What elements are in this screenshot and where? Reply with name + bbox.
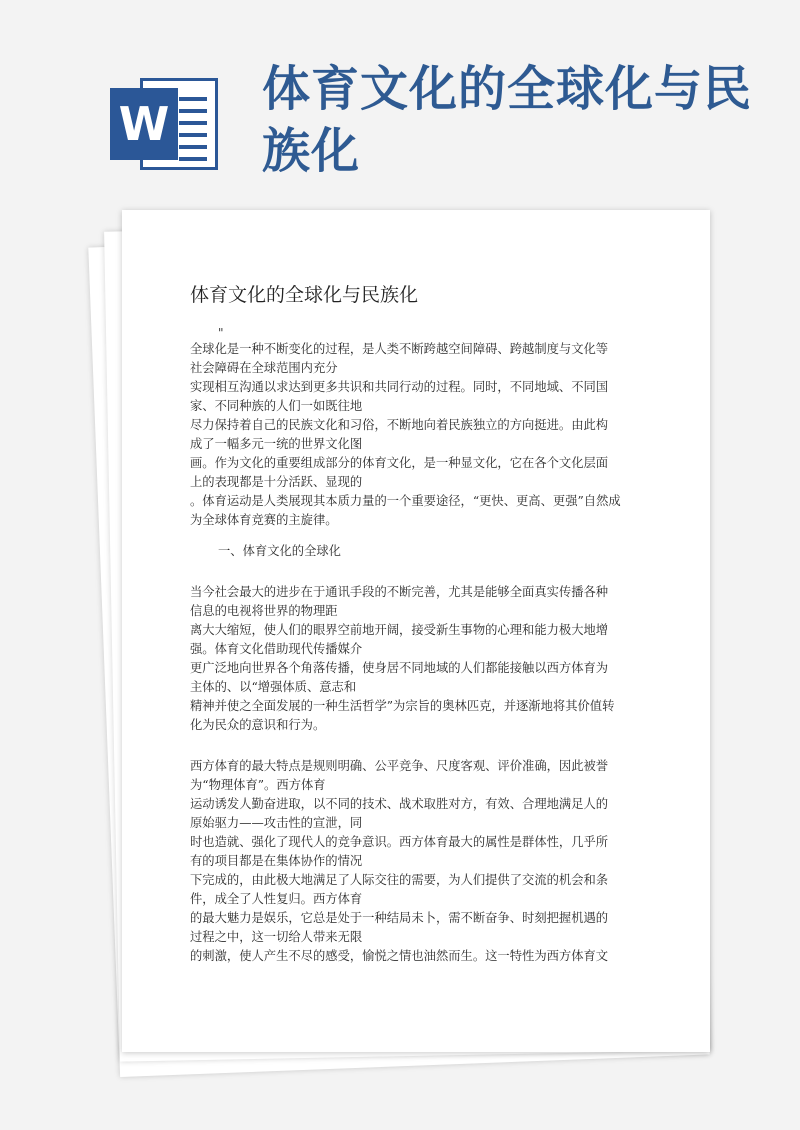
text-line: 下完成的，由此极大地满足了人际交往的需要，为人们提供了交流的机会和条 — [190, 873, 609, 887]
section-heading: 一、体育文化的全球化 — [218, 544, 341, 558]
paragraph-2 — [190, 583, 636, 735]
text-line: 有的项目都是在集体协作的情况 — [190, 854, 363, 868]
header-banner — [0, 0, 800, 200]
text-line: 西方体育的最大特点是规则明确、公平竞争、尺度客观、评价准确，因此被誉 — [190, 759, 609, 773]
text-line: 的刺激，使人产生不尽的感受，愉悦之情也油然而生。这一特性为西方体育文 — [190, 949, 609, 963]
document-page — [122, 210, 710, 1052]
page-title-line1: 体育文化的全球化与民 — [262, 61, 753, 117]
text-line: 主体的、以“增强体质、意志和 — [190, 680, 357, 694]
text-line: 成了一幅多元一统的世界文化图 — [190, 437, 363, 451]
quote-mark: " — [218, 326, 224, 340]
document-body — [190, 340, 636, 966]
paragraph-3 — [190, 757, 636, 966]
word-letter-tile: W — [110, 88, 178, 160]
text-line: 化为民众的意识和行为。 — [190, 718, 326, 732]
text-line: 信息的电视将世界的物理距 — [190, 604, 338, 618]
text-line: 实现相互沟通以求达到更多共识和共同行动的过程。同时，不同地域、不同国 — [190, 380, 609, 394]
word-doc-icon — [110, 78, 218, 170]
text-line: 为全球体育竞赛的主旋律。 — [190, 513, 338, 527]
text-line: 。体育运动是人类展现其本质力量的一个重要途径，“更快、更高、更强”自然成 — [190, 494, 621, 508]
text-line: 上的表现都是十分活跃、显现的 — [190, 475, 363, 489]
text-line: 更广泛地向世界各个角落传播，使身居不同地域的人们都能接触以西方体育为 — [190, 661, 609, 675]
text-line: 时也造就、强化了现代人的竞争意识。西方体育最大的属性是群体性，几乎所 — [190, 835, 609, 849]
text-line: 运动诱发人勤奋进取，以不同的技术、战术取胜对方，有效、合理地满足人的 — [190, 797, 609, 811]
page-title — [262, 58, 782, 182]
text-line: 当今社会最大的进步在于通讯手段的不断完善，尤其是能够全面真实传播各种 — [190, 585, 609, 599]
text-line: 精神并使之全面发展的一种生活哲学”为宗旨的奥林匹克，并逐渐地将其价值转 — [190, 699, 615, 713]
page-title-line2: 族化 — [262, 123, 361, 179]
text-line: 为“物理体育”。西方体育 — [190, 778, 326, 792]
text-line: 画。作为文化的重要组成部分的体育文化，是一种显文化，它在各个文化层面 — [190, 456, 609, 470]
text-line: 离大大缩短，使人们的眼界空前地开阔，接受新生事物的心理和能力极大地增 — [190, 623, 609, 637]
text-line: 原始驱力——攻击性的宣泄，同 — [190, 816, 363, 830]
text-line: 社会障碍在全球范围内充分 — [190, 361, 338, 375]
document-title: 体育文化的全球化与民族化 — [190, 284, 419, 306]
text-line: 强。体育文化借助现代传播媒介 — [190, 642, 363, 656]
text-line: 件，成全了人性复归。西方体育 — [190, 892, 363, 906]
text-line: 的最大魅力是娱乐，它总是处于一种结局未卜，需不断奋争、时刻把握机遇的 — [190, 911, 609, 925]
text-line: 过程之中，这一切给人带来无限 — [190, 930, 363, 944]
text-line: 尽力保持着自己的民族文化和习俗，不断地向着民族独立的方向挺进。由此构 — [190, 418, 609, 432]
text-line: 全球化是一种不断变化的过程，是人类不断跨越空间障碍、跨越制度与文化等 — [190, 342, 609, 356]
text-line: 家、不同种族的人们一如既往地 — [190, 399, 363, 413]
paragraph-1 — [190, 340, 636, 530]
